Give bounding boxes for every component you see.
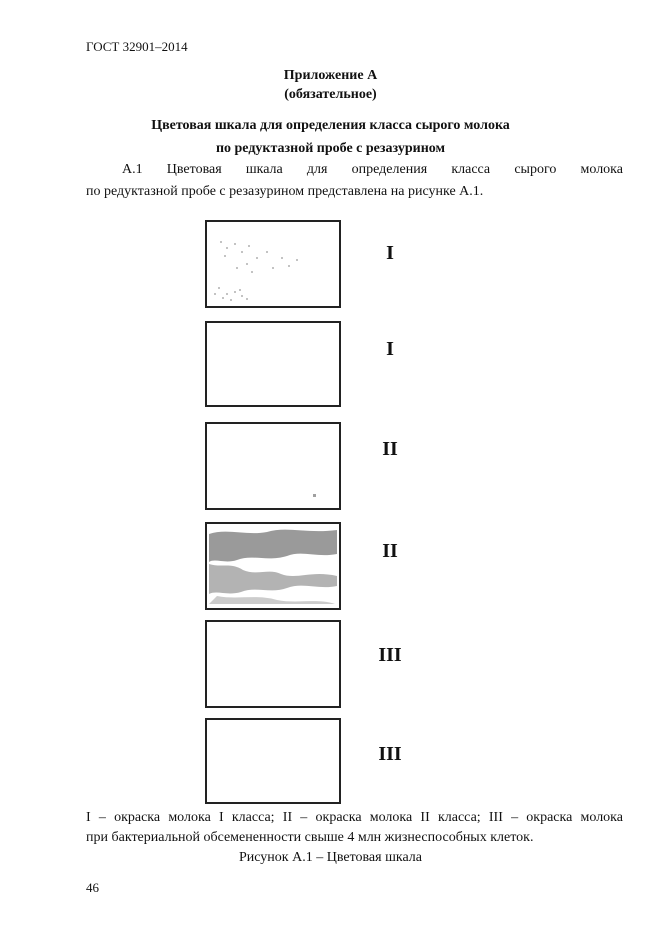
color-swatch-2: [205, 321, 341, 407]
appendix-title: Приложение А: [283, 68, 378, 83]
document-code: ГОСТ 32901–2014: [86, 39, 188, 54]
color-swatch-6: [205, 718, 341, 804]
paragraph-line-1: А.1 Цветовая шкала для определения класса сырого молока: [122, 162, 623, 177]
color-swatch-3: [205, 422, 341, 510]
class-label-5: III: [378, 644, 402, 666]
paragraph-line-2: по редуктазной пробе с резазурином представлена на рисунке А.1.: [86, 184, 484, 199]
color-swatch-5: [205, 620, 341, 708]
section-heading-line-1: Цветовая шкала для определения класса сырого молока: [151, 118, 510, 133]
swatch-speckle-4: [207, 524, 339, 608]
class-label-1: I: [386, 242, 394, 264]
class-label-4: II: [382, 540, 398, 562]
appendix-status: (обязательное): [284, 87, 377, 102]
class-label-2: I: [386, 338, 394, 360]
color-swatch-1: [205, 220, 341, 308]
legend-line-2: при бактериальной обсемененности свыше 4 млн жизнеспособных клеток.: [86, 830, 534, 845]
section-heading-line-2: по редуктазной пробе с резазурином: [215, 141, 446, 156]
class-label-6: III: [378, 743, 402, 765]
class-label-3: II: [382, 438, 398, 460]
swatch-speckle-1: [207, 222, 339, 306]
page-number: 46: [86, 880, 99, 895]
figure-caption: Рисунок А.1 – Цветовая шкала: [239, 850, 422, 865]
legend-line-1: I – окраска молока I класса; II – окраска молока II класса; III – окраска молока: [86, 810, 623, 825]
color-swatch-4: [205, 522, 341, 610]
swatch-speckle-3: [207, 424, 339, 508]
